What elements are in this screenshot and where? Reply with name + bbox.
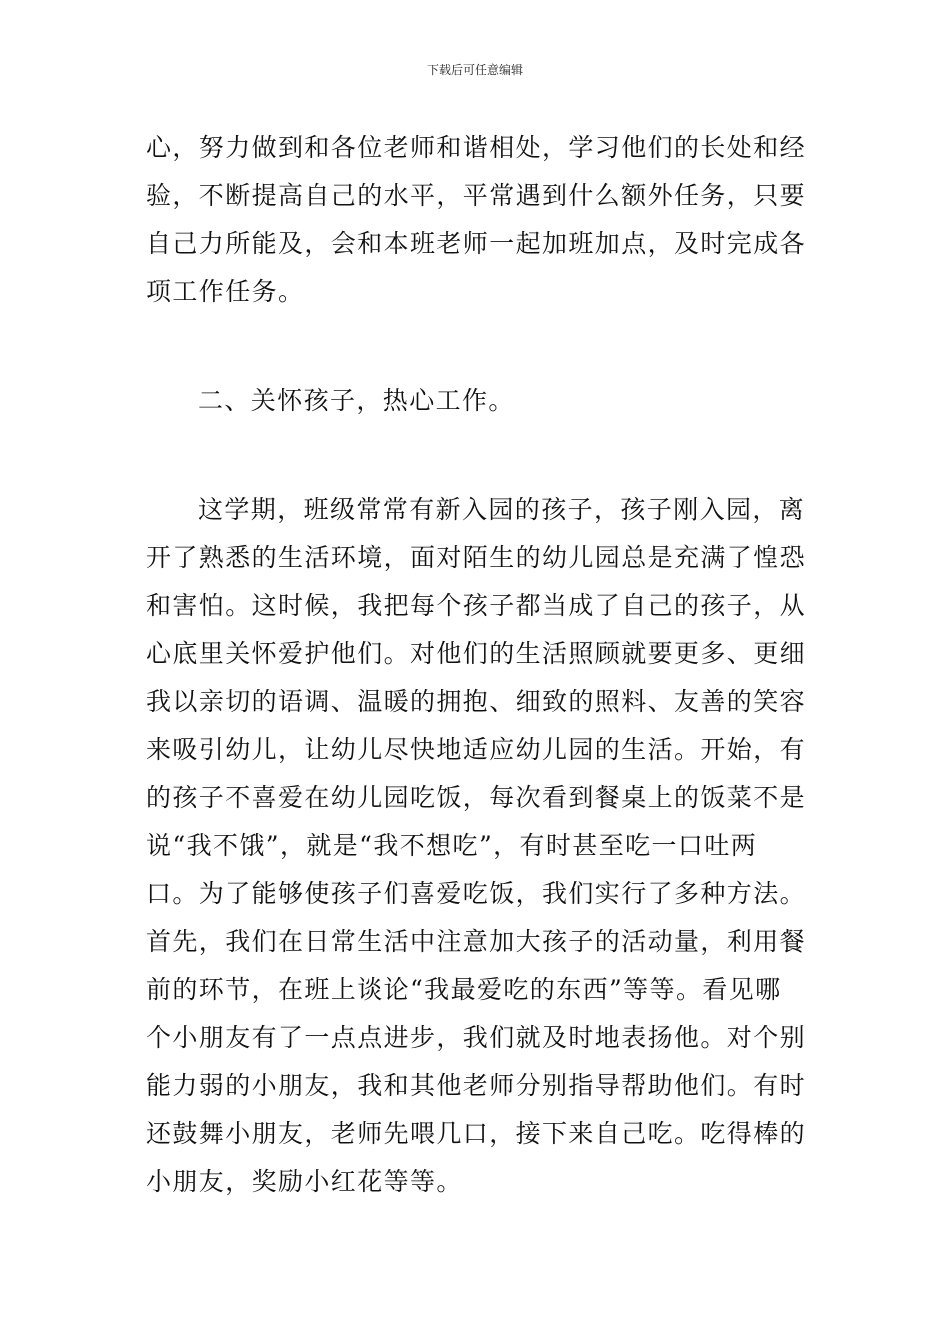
text-line: 心，努力做到和各位老师和谐相处，学习他们的长处和经 xyxy=(146,133,807,162)
text-line: 验，不断提高自己的水平，平常遇到什么额外任务，只要 xyxy=(146,181,807,210)
text-line: 的孩子不喜爱在幼儿园吃饭，每次看到餐桌上的饭菜不是 xyxy=(146,783,807,812)
text-line: 能力弱的小朋友，我和其他老师分别指导帮助他们。有时 xyxy=(146,1071,807,1100)
text-line: 说“我不饿”，就是“我不想吃”，有时甚至吃一口吐两 xyxy=(146,831,758,860)
text-line: 口。为了能够使孩子们喜爱吃饭，我们实行了多种方法。 xyxy=(146,879,807,908)
text-line: 个小朋友有了一点点进步，我们就及时地表扬他。对个别 xyxy=(146,1023,807,1052)
text-line: 自己力所能及，会和本班老师一起加班加点，及时完成各 xyxy=(146,229,807,258)
text-line: 首先，我们在日常生活中注意加大孩子的活动量，利用餐 xyxy=(146,927,807,956)
document-body xyxy=(146,124,806,1206)
text-line: 开了熟悉的生活环境，面对陌生的幼儿园总是充满了惶恐 xyxy=(146,543,807,572)
text-line: 还鼓舞小朋友，老师先喂几口，接下来自己吃。吃得棒的 xyxy=(146,1119,807,1148)
section-heading xyxy=(146,377,806,425)
text-line: 前的环节，在班上谈论“我最爱吃的东西”等等。看见哪 xyxy=(146,975,782,1004)
text-line: 项工作任务。 xyxy=(146,277,305,306)
page-header-note: 下载后可任意编辑 xyxy=(426,63,523,77)
text-line: 这学期，班级常常有新入园的孩子，孩子刚入园，离 xyxy=(198,495,806,524)
section-heading-text: 二、关怀孩子，热心工作。 xyxy=(198,386,515,415)
paragraph-caring-children xyxy=(146,486,806,1206)
paragraph-continuation xyxy=(146,124,806,316)
text-line: 小朋友，奖励小红花等等。 xyxy=(146,1167,463,1196)
text-line: 来吸引幼儿，让幼儿尽快地适应幼儿园的生活。开始，有 xyxy=(146,735,807,764)
text-line: 和害怕。这时候，我把每个孩子都当成了自己的孩子，从 xyxy=(146,591,807,620)
text-line: 我以亲切的语调、温暖的拥抱、细致的照料、友善的笑容 xyxy=(146,687,807,716)
text-line: 心底里关怀爱护他们。对他们的生活照顾就要更多、更细 xyxy=(146,639,807,668)
